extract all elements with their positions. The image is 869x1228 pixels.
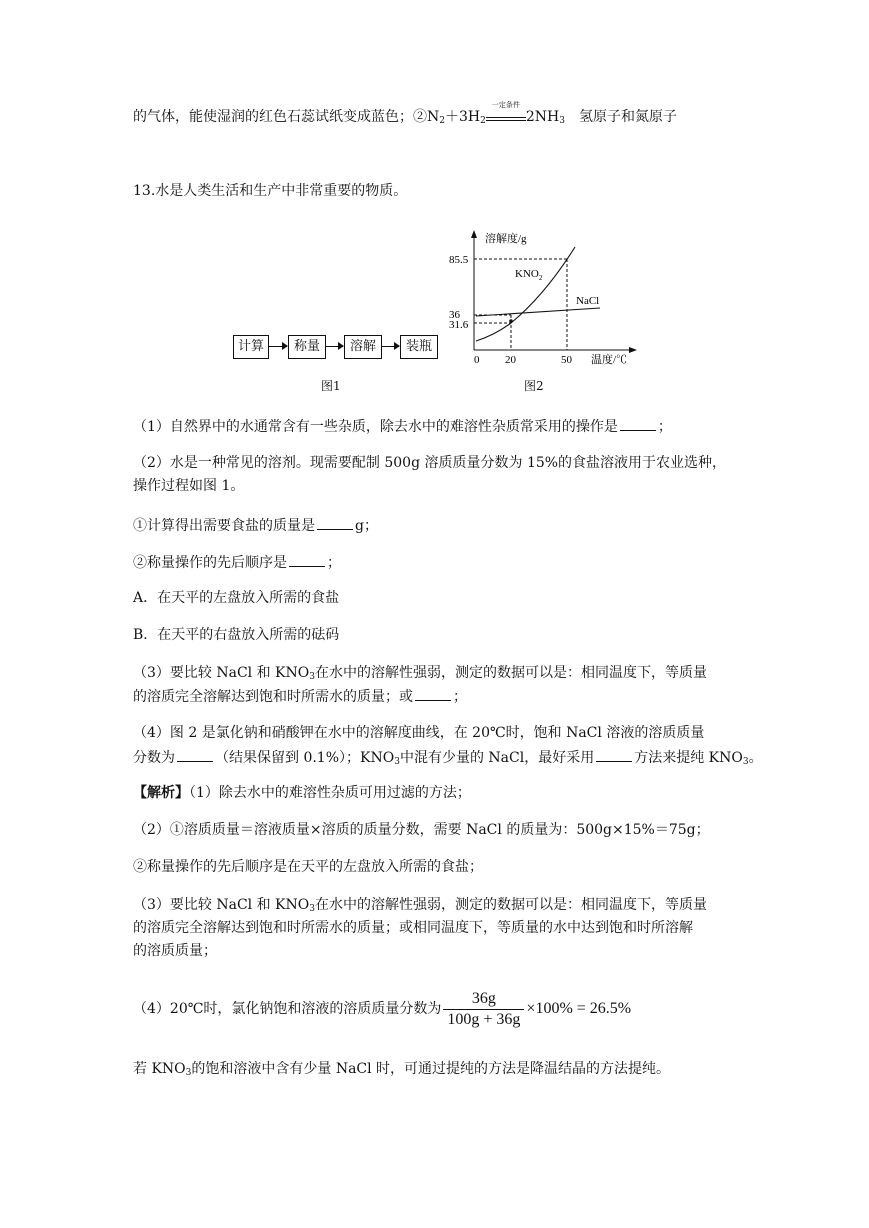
text-segment: ＋3H xyxy=(444,109,481,125)
text-segment: g； xyxy=(355,518,378,534)
subscript: 3 xyxy=(185,1068,192,1078)
condition-text: 一定条件 xyxy=(491,101,520,109)
analysis-3-line1 xyxy=(133,896,707,914)
question-2-line2: 操作过程如图 1。 xyxy=(133,478,245,494)
figure1-caption: 图1 xyxy=(321,379,341,393)
x-tick-50: 50 xyxy=(561,354,572,366)
option-a: A．在天平的左盘放入所需的食盐 xyxy=(133,590,340,606)
text-segment: 中混有少量的 NaCl，最好采用 xyxy=(399,750,595,766)
text-segment: ； xyxy=(327,555,341,571)
flow-box-dissolve: 溶解 xyxy=(344,335,382,359)
answer-blank[interactable] xyxy=(620,416,656,431)
arrow-right-icon xyxy=(326,346,343,347)
arrow-right-icon xyxy=(269,346,287,347)
text-segment: ①计算得出需要食盐的质量是 xyxy=(133,518,315,534)
fraction xyxy=(443,989,524,1030)
text-segment: （结果保留到 0.1%）；KNO xyxy=(215,750,395,766)
text-segment: ； xyxy=(453,689,467,705)
question-3-line2 xyxy=(133,686,467,706)
analysis-2: （2）①溶质质量＝溶液质量×溶质的质量分数，需要 NaCl 的质量为：500g×15%＝75g； xyxy=(133,822,710,838)
text-segment: 2NH xyxy=(525,109,560,125)
text-segment: 在水中的溶解性强弱，测定的数据可以是：相同温度下，等质量 xyxy=(314,897,707,913)
text-segment: （1）自然界中的水通常含有一些杂质，除去水中的难溶性杂质常采用的操作是 xyxy=(133,419,618,435)
question-4-line1: （4）图 2 是氯化钠和硝酸钾在水中的溶解度曲线，在 20℃时，饱和 NaCl 溶液的溶质质量 xyxy=(133,725,705,741)
subscript: 3 xyxy=(309,672,315,682)
answer-blank[interactable] xyxy=(415,686,451,701)
series-label-kno: $KNO_2$ xyxy=(515,268,543,282)
y-tick-85-5: 85.5 xyxy=(449,254,469,266)
analysis-3-line2: 的溶质完全溶解达到饱和时所需水的质量；或相同温度下，等质量的水中达到饱和时所溶解 xyxy=(133,920,693,936)
text-segment: 。 xyxy=(748,750,763,766)
text-segment: 方法来提纯 KNO xyxy=(634,750,743,766)
x-tick-0: 0 xyxy=(474,354,480,366)
analysis-5 xyxy=(133,1060,670,1078)
analysis-4 xyxy=(133,987,631,1031)
y-tick-31-6: 31.6 xyxy=(449,319,469,331)
text-segment: （1）除去水中的难溶性杂质可用过滤的方法； xyxy=(189,785,471,801)
analysis-2b: ②称量操作的先后顺序是在天平的左盘放入所需的食盐； xyxy=(133,859,483,875)
answer-blank[interactable] xyxy=(177,747,213,762)
series-label-nacl: NaCl xyxy=(576,295,600,307)
subscript: 2 xyxy=(439,116,445,126)
question-4-line2 xyxy=(133,747,763,767)
arrow-right-icon xyxy=(382,346,399,347)
y-tick-36: 36 xyxy=(449,309,460,321)
text-segment: ②称量操作的先后顺序是 xyxy=(133,555,287,571)
answer-blank[interactable] xyxy=(289,552,325,567)
subscript: 3 xyxy=(309,904,315,914)
analysis-3-line3: 的溶质质量； xyxy=(133,943,217,959)
text-segment: （3）要比较 NaCl 和 KNO xyxy=(133,665,310,681)
y-axis-label: 溶解度/g xyxy=(485,233,527,245)
reaction-line xyxy=(133,101,677,126)
text-segment: 氢原子和氮原子 xyxy=(578,109,677,125)
reaction-condition xyxy=(486,101,526,121)
y-axis-arrow-icon xyxy=(471,230,477,238)
question-title: 13.水是人类生活和生产中非常重要的物质。 xyxy=(133,183,408,199)
x-axis-arrow-icon xyxy=(629,347,637,353)
text-segment: 分数为 xyxy=(133,750,175,766)
analysis-label: 【解析】 xyxy=(133,785,189,801)
flow-box-weigh: 称量 xyxy=(288,335,326,359)
question-1 xyxy=(133,416,672,436)
question-2-line1: （2）水是一种常见的溶剂。现需要配制 500g 溶质质量分数为 15%的食盐溶液用于农业选种， xyxy=(133,455,727,471)
intersection-point xyxy=(509,319,513,323)
text-segment: （4）20℃时，氯化钠饱和溶液的溶质质量分数为 xyxy=(133,1001,442,1017)
text-segment: ； xyxy=(657,419,672,435)
question-3-line1 xyxy=(133,664,707,682)
subscript: 2 xyxy=(480,116,486,126)
subscript: 3 xyxy=(742,757,749,767)
flow-box-calc: 计算 xyxy=(233,335,269,359)
fraction-denominator: 100g + 36g xyxy=(447,1010,521,1028)
solubility-chart xyxy=(445,225,645,375)
question-2-1 xyxy=(133,515,378,535)
option-b: B．在天平的右盘放入所需的砝码 xyxy=(133,627,340,643)
text-segment: 的气体，能使湿润的红色石蕊试纸变成蓝色；②N xyxy=(133,109,440,125)
text-segment: （3）要比较 NaCl 和 KNO xyxy=(133,897,310,913)
x-tick-20: 20 xyxy=(505,354,516,366)
subscript: 3 xyxy=(394,757,400,767)
subscript: 3 xyxy=(559,116,565,126)
question-2-2 xyxy=(133,552,341,572)
answer-blank[interactable] xyxy=(317,515,353,530)
answer-blank[interactable] xyxy=(596,747,632,762)
text-segment: 的饱和溶液中含有少量 NaCl 时，可通过提纯的方法是降温结晶的方法提纯。 xyxy=(191,1061,671,1077)
text-segment: 在水中的溶解性强弱，测定的数据可以是：相同温度下，等质量 xyxy=(314,665,707,681)
flow-box-bottle: 装瓶 xyxy=(400,335,438,359)
text-segment: 若 KNO xyxy=(133,1061,186,1077)
x-axis-label: 温度/℃ xyxy=(591,354,628,366)
flowchart xyxy=(233,335,433,361)
kno3-curve xyxy=(476,247,575,341)
nacl-curve xyxy=(476,308,600,316)
text-segment: 的溶质完全溶解达到饱和时所需水的质量；或 xyxy=(133,689,413,705)
formula-result: ×100% = 26.5% xyxy=(526,1000,632,1017)
fraction-numerator: 36g xyxy=(443,989,524,1010)
analysis-line1 xyxy=(133,784,471,802)
figure2-caption: 图2 xyxy=(524,379,544,393)
